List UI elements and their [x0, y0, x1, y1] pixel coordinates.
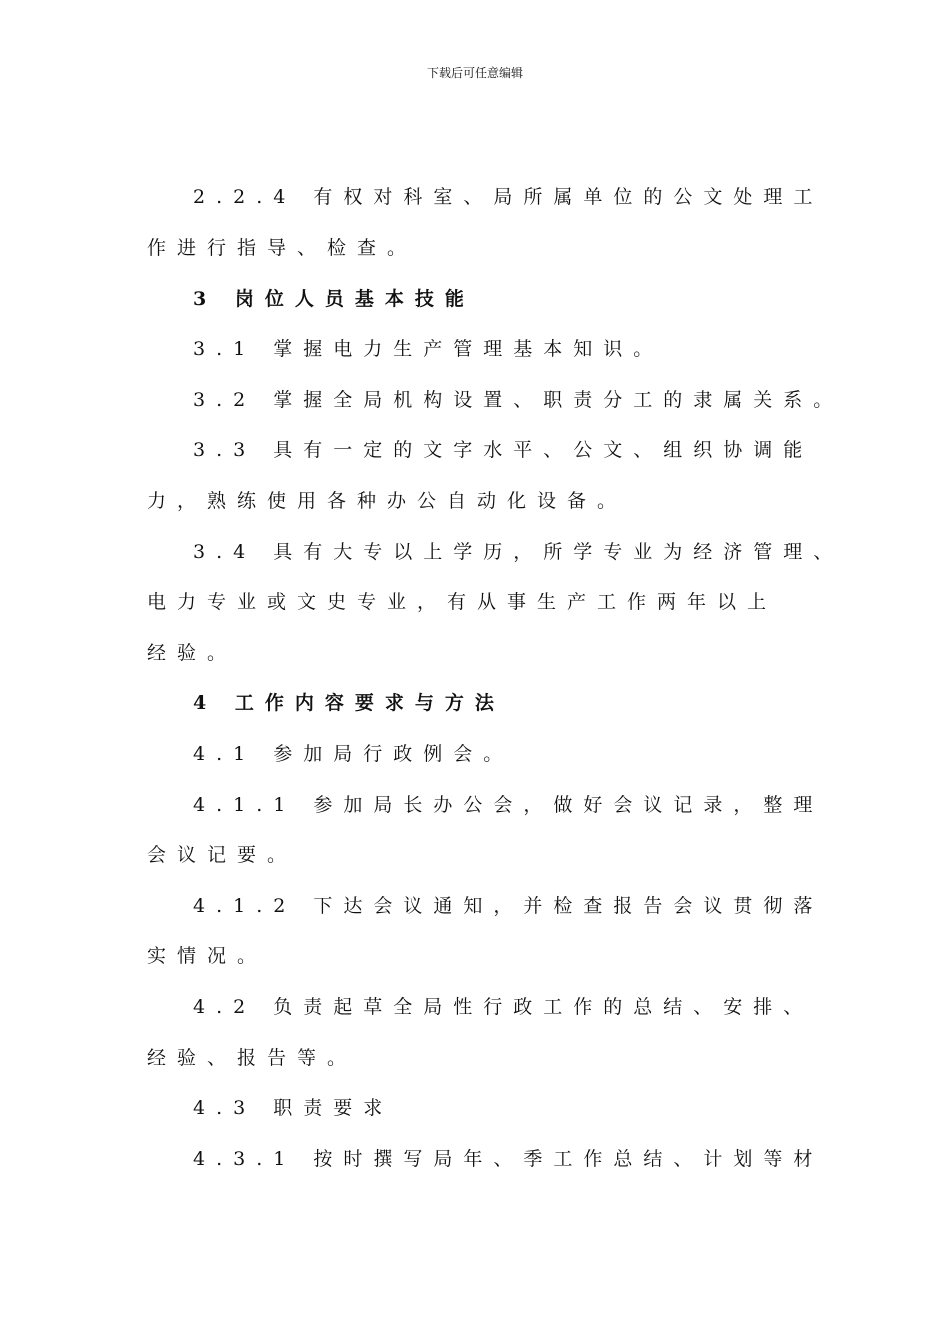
paragraph-line: 3.4 具有大专以上学历，所学专业为经济管理、: [193, 541, 844, 563]
paragraph-line: 4.3 职责要求: [193, 1097, 394, 1119]
paragraph-line: 3.1 掌握电力生产管理基本知识。: [193, 338, 664, 360]
page-header: 下载后可任意编辑: [426, 66, 523, 80]
paragraph-line: 会议记要。: [147, 844, 298, 866]
paragraph-line: 经验、报告等。: [147, 1047, 358, 1069]
paragraph-line: 2.2.4 有权对科室、局所属单位的公文处理工: [193, 186, 824, 208]
paragraph-line: 电力专业或文史专业，有从事生产工作两年以上: [147, 591, 778, 613]
paragraph-line: 实情况。: [147, 945, 268, 967]
paragraph-line: 3.2 掌握全局机构设置、职责分工的隶属关系。: [193, 389, 844, 411]
paragraph-line: 经验。: [147, 642, 238, 664]
paragraph-line: 3.3 具有一定的文字水平、公文、组织协调能: [193, 439, 814, 461]
section-heading: 3 岗位人员基本技能: [193, 288, 475, 310]
paragraph-line: 4.1.2 下达会议通知，并检查报告会议贯彻落: [193, 895, 824, 917]
paragraph-line: 作进行指导、检查。: [147, 237, 418, 259]
paragraph-line: 4.1 参加局行政例会。: [193, 743, 514, 765]
paragraph-line: 4.3.1 按时撰写局年、季工作总结、计划等材: [193, 1148, 824, 1170]
paragraph-line: 4.2 负责起草全局性行政工作的总结、安排、: [193, 996, 814, 1018]
paragraph-line: 4.1.1 参加局长办公会，做好会议记录，整理: [193, 794, 824, 816]
section-heading: 4 工作内容要求与方法: [193, 692, 505, 714]
paragraph-line: 力，熟练使用各种办公自动化设备。: [147, 490, 628, 512]
